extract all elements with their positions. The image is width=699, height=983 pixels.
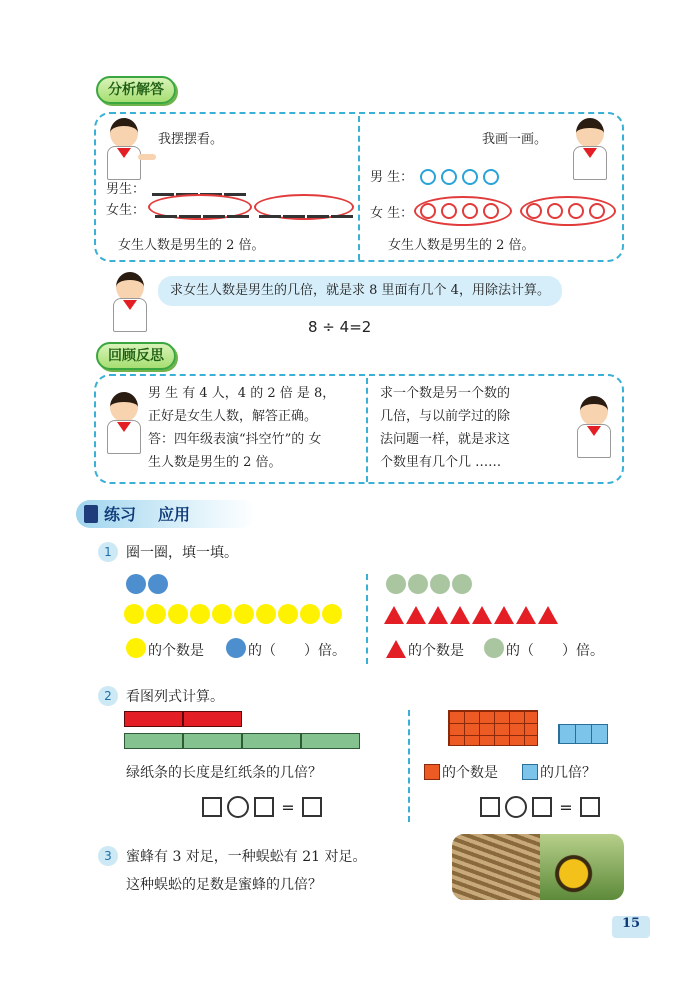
operator-circle[interactable]	[505, 796, 527, 818]
q2-right-answer-template	[480, 796, 600, 818]
boy-circle	[441, 169, 457, 185]
page-number: 15	[612, 916, 650, 938]
red-triangle	[428, 606, 448, 624]
boy-head	[580, 396, 608, 426]
review-right-line: 几倍，与以前学过的除	[380, 409, 511, 424]
review-right-line: 法问题一样，就是求这	[380, 432, 511, 447]
q1-right-text-b: 的（ ）倍。	[506, 643, 604, 659]
green-segment	[124, 733, 183, 749]
boy-illustration-review	[572, 396, 618, 452]
boy-circle	[483, 169, 499, 185]
answer-box[interactable]	[202, 797, 222, 817]
division-equation: 8 ÷ 4=2	[308, 318, 372, 336]
red-scarf	[123, 300, 137, 310]
blue-circle	[126, 574, 146, 594]
review-left-line: 正好是女生人数，解答正确。	[148, 409, 318, 424]
yellow-circle	[168, 604, 188, 624]
practice-title-b: 应用	[158, 505, 191, 524]
yellow-circle	[124, 604, 144, 624]
girl-circle	[462, 203, 478, 219]
boys-label-right: 男 生：	[370, 170, 414, 185]
stick	[203, 215, 225, 218]
stick	[155, 215, 177, 218]
practice-header	[76, 500, 256, 528]
q2-divider	[408, 710, 410, 822]
centipede-bee-photo	[452, 834, 624, 900]
red-strip	[124, 711, 242, 727]
red-scarf	[587, 426, 601, 436]
red-triangle	[494, 606, 514, 624]
analysis-section-title: 分析解答	[96, 76, 176, 104]
practice-title-a: 练习	[104, 505, 137, 524]
girl-head	[576, 118, 604, 148]
q2-left-question: 绿纸条的长度是红纸条的几倍？	[126, 765, 322, 781]
red-triangle	[516, 606, 536, 624]
red-triangle	[450, 606, 470, 624]
review-divider	[366, 378, 368, 482]
green-segment	[183, 733, 242, 749]
green-segment	[242, 733, 301, 749]
red-segment	[183, 711, 242, 727]
girl-circle	[483, 203, 499, 219]
sage-circle-inline	[484, 638, 504, 658]
boy-circle	[462, 169, 478, 185]
sage-circle	[386, 574, 406, 594]
yellow-circle	[278, 604, 298, 624]
analysis-divider	[358, 116, 360, 260]
review-left-text	[148, 382, 335, 474]
q1-divider	[366, 574, 368, 664]
yellow-circle	[300, 604, 320, 624]
stick	[259, 215, 281, 218]
right-caption: 我画一画。	[482, 132, 548, 147]
answer-box[interactable]	[254, 797, 274, 817]
girl-circle	[441, 203, 457, 219]
orange-cubes	[448, 710, 538, 746]
pencil-icon	[84, 505, 98, 523]
girl-circle	[568, 203, 584, 219]
green-strip	[124, 733, 360, 749]
blue-cube-icon	[522, 764, 538, 780]
sage-circle	[430, 574, 450, 594]
stick	[179, 215, 201, 218]
stick	[283, 215, 305, 218]
girl-circle	[589, 203, 605, 219]
girl-head	[110, 392, 138, 422]
red-triangle-inline	[386, 640, 406, 658]
q2-prompt: 看图列式计算。	[126, 689, 224, 705]
left-conclusion: 女生人数是男生的 2 倍。	[118, 238, 265, 253]
boy-illustration-left	[104, 118, 156, 176]
question-number: 2	[98, 686, 118, 706]
answer-box[interactable]	[580, 797, 600, 817]
red-triangle	[472, 606, 492, 624]
stick	[227, 215, 249, 218]
review-section-title: 回顾反思	[96, 342, 176, 370]
girls-sticks-group-1	[155, 206, 251, 225]
sage-circle	[408, 574, 428, 594]
orange-cube-icon	[424, 764, 440, 780]
bee-photo	[540, 834, 624, 900]
sage-circle	[452, 574, 472, 594]
blue-cubes	[558, 724, 608, 744]
girl-illustration-review	[102, 392, 146, 448]
answer-box[interactable]	[302, 797, 322, 817]
equals-sign: =	[559, 797, 573, 817]
centipede-photo	[452, 834, 540, 900]
boy-head	[110, 118, 138, 148]
boy-circle	[420, 169, 436, 185]
q2-right-text-a: 的个数是	[442, 765, 498, 781]
review-left-line: 男 生 有 4 人，4 的 2 倍 是 8，	[148, 386, 336, 401]
red-segment	[124, 711, 183, 727]
red-scarf	[117, 422, 131, 432]
girl-illustration-right	[568, 118, 614, 176]
red-triangle	[538, 606, 558, 624]
q2-right-text-b: 的几倍？	[540, 765, 596, 781]
q1-left-text-a: 的个数是	[148, 643, 204, 659]
q1-prompt: 圈一圈，填一填。	[126, 545, 238, 561]
equals-sign: =	[281, 797, 295, 817]
girl-circle	[526, 203, 542, 219]
q2-left-answer-template	[202, 796, 322, 818]
girl-circle	[547, 203, 563, 219]
left-caption: 我摆摆看。	[158, 132, 224, 147]
boys-label-left: 男生：	[106, 182, 146, 197]
stick	[307, 215, 329, 218]
answer-box[interactable]	[532, 797, 552, 817]
q3-line1: 蜜蜂有 3 对足，一种蜈蚣有 21 对足。	[126, 849, 367, 865]
red-triangle	[406, 606, 426, 624]
q1-left-text-b: 的（ ）倍。	[248, 643, 346, 659]
girl-circle	[420, 203, 436, 219]
yellow-circle	[146, 604, 166, 624]
question-number: 3	[98, 846, 118, 866]
boy-illustration-speaker	[108, 272, 154, 324]
orange-cube-block	[448, 710, 538, 746]
answer-box[interactable]	[480, 797, 500, 817]
blue-circle	[148, 574, 168, 594]
pointing-hand	[138, 154, 156, 160]
right-conclusion: 女生人数是男生的 2 倍。	[388, 238, 535, 253]
yellow-circle	[212, 604, 232, 624]
yellow-circle	[256, 604, 276, 624]
review-right-line: 求一个数是另一个数的	[380, 386, 511, 401]
review-left-line: 生人数是男生的 2 倍。	[148, 455, 282, 470]
red-scarf	[117, 148, 131, 158]
yellow-circle	[322, 604, 342, 624]
q1-right-text-a: 的个数是	[408, 643, 464, 659]
review-left-line: 答：四年级表演“抖空竹”的 女	[148, 432, 322, 447]
girls-label-left: 女生：	[106, 203, 146, 218]
girls-sticks-group-2	[259, 206, 355, 225]
review-right-text	[380, 382, 510, 474]
green-segment	[301, 733, 360, 749]
review-right-line: 个数里有几个几 ……	[380, 455, 502, 470]
red-scarf	[583, 148, 597, 158]
stick	[331, 215, 353, 218]
red-triangle	[384, 606, 404, 624]
yellow-circle	[234, 604, 254, 624]
q3-line2: 这种蜈蚣的足数是蜜蜂的几倍？	[126, 877, 322, 893]
operator-circle[interactable]	[227, 796, 249, 818]
blue-circle-inline	[226, 638, 246, 658]
yellow-circle-inline	[126, 638, 146, 658]
question-number: 1	[98, 542, 118, 562]
girls-label-right: 女 生：	[370, 206, 414, 221]
explanation-speech-bubble: 求女生人数是男生的几倍，就是求 8 里面有几个 4，用除法计算。	[158, 276, 562, 306]
yellow-circle	[190, 604, 210, 624]
